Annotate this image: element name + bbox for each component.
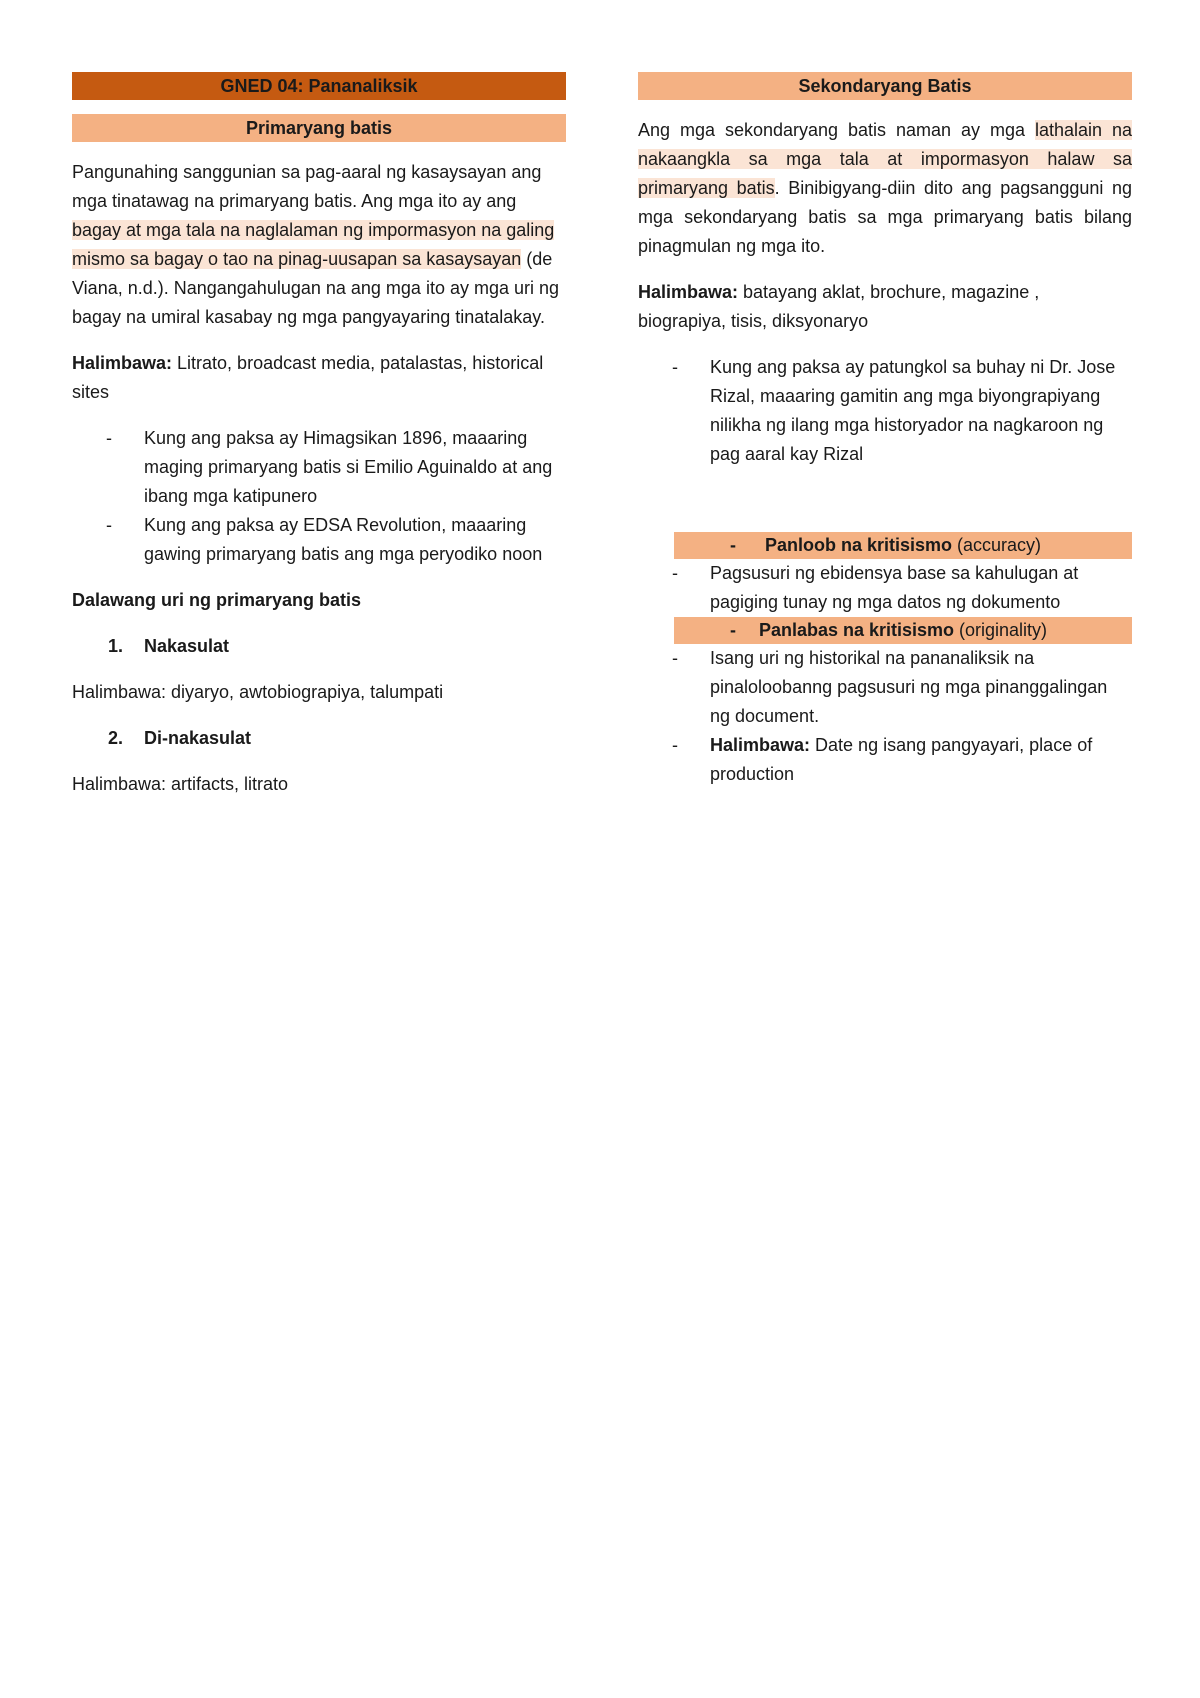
dash-marker: - [672,735,678,755]
section-title-secondary: Sekondaryang Batis [638,72,1132,100]
dash-marker: - [730,535,736,555]
list-item [72,632,566,661]
types-title-text: Dalawang uri ng primaryang batis [72,590,362,610]
primary-intro-text-2: (de Viana, n.d.). Nangangahulugan na ang mga ito ay mga uri ng bagay na umiral kasabay ng mga pangyayaring tinatalakay. [72,249,560,327]
document-header: GNED 04: Pananaliksik [72,72,566,100]
secondary-intro-paragraph [638,116,1132,261]
types-title [72,586,566,615]
primary-intro-highlight: bagay at mga tala na naglalaman ng impormasyon na galing mismo sa bagay o tao na pinag-uusapan sa kasaysayan [72,220,555,269]
types-list-2 [72,724,566,753]
primary-intro-text-1: Pangunahing sanggunian sa pag-aaral ng kasaysayan ang mga tinatawag na primaryang batis. Ang mga ito ay ang [72,162,542,211]
type-number-1: 1. [108,636,124,656]
right-column [638,72,1132,789]
dash-marker: - [106,428,112,448]
primary-examples-label: Halimbawa: [72,353,173,373]
panloob-list [638,559,1132,617]
secondary-intro-text-2: . Binibigyang-diin dito ang pagsangguni ng mga sekondaryang batis sa mga primaryang batis bilang pinagmulan ng mga ito. [638,178,1132,256]
panloob-header [674,532,1132,559]
dash-marker: - [672,563,678,583]
primary-bullet-list [72,424,566,569]
dash-marker: - [730,620,736,640]
panlabas-item-2: Date ng isang pangyayari, place of production [710,735,1093,784]
primary-bullet-2: Kung ang paksa ay EDSA Revolution, maaaring gawing primaryang batis ang mga peryodiko noon [144,515,543,564]
panloob-title: Panloob na kritisismo [764,535,953,555]
secondary-examples [638,278,1132,336]
type-example-2: Halimbawa: artifacts, litrato [72,774,289,794]
primary-bullet-1: Kung ang paksa ay Himagsikan 1896, maaaring maging primaryang batis si Emilio Aguinaldo at ang ibang mga katipunero [144,428,553,506]
section-title-primary: Primaryang batis [72,114,566,142]
secondary-examples-label: Halimbawa: [638,282,739,302]
panloob-title-note: (accuracy) [952,535,1042,555]
primary-intro-paragraph [72,158,566,332]
list-item [72,724,566,753]
type-label-2: Di-nakasulat [144,728,252,748]
dash-marker: - [672,648,678,668]
dash-marker: - [672,357,678,377]
type-example-1: Halimbawa: diyaryo, awtobiograpiya, talumpati [72,682,444,702]
list-item [638,731,1132,789]
list-item [72,424,566,511]
type-number-2: 2. [108,728,124,748]
secondary-bullet-1: Kung ang paksa ay patungkol sa buhay ni Dr. Jose Rizal, maaaring gamitin ang mga biyongrapiyang nilikha ng ilang mga historyador na nagkaroon ng pag aaral kay Rizal [710,357,1116,464]
primary-examples-text: Litrato, broadcast media, patalastas, historical sites [72,353,544,402]
secondary-examples-text: batayang aklat, brochure, magazine , biograpiya, tisis, diksyonaryo [638,282,1040,331]
panlabas-title-note: (originality) [954,620,1048,640]
list-item [638,353,1132,469]
list-item [638,644,1132,731]
secondary-intro-text-1: Ang mga sekondaryang batis naman ay mga [638,120,1035,140]
primary-examples [72,349,566,407]
panlabas-item-1: Isang uri ng historikal na pananaliksik na pinaloloobanng pagsusuri ng mga pinanggalingan ng document. [710,648,1108,726]
type-label-1: Nakasulat [144,636,230,656]
panloob-item-1: Pagsusuri ng ebidensya base sa kahulugan at pagiging tunay ng mga datos ng dokumento [710,563,1079,612]
dash-marker: - [106,515,112,535]
panlabas-title: Panlabas na kritisismo [758,620,955,640]
list-item [72,511,566,569]
panlabas-item-2-label: Halimbawa: [710,735,811,755]
secondary-intro-highlight: lathalain na nakaangkla sa mga tala at impormasyon halaw sa primaryang batis [638,120,1133,198]
left-column [72,72,566,799]
panlabas-list [638,644,1132,789]
list-item [638,559,1132,617]
panlabas-header [674,617,1132,644]
secondary-bullet-list [638,353,1132,469]
types-list-1 [72,632,566,661]
